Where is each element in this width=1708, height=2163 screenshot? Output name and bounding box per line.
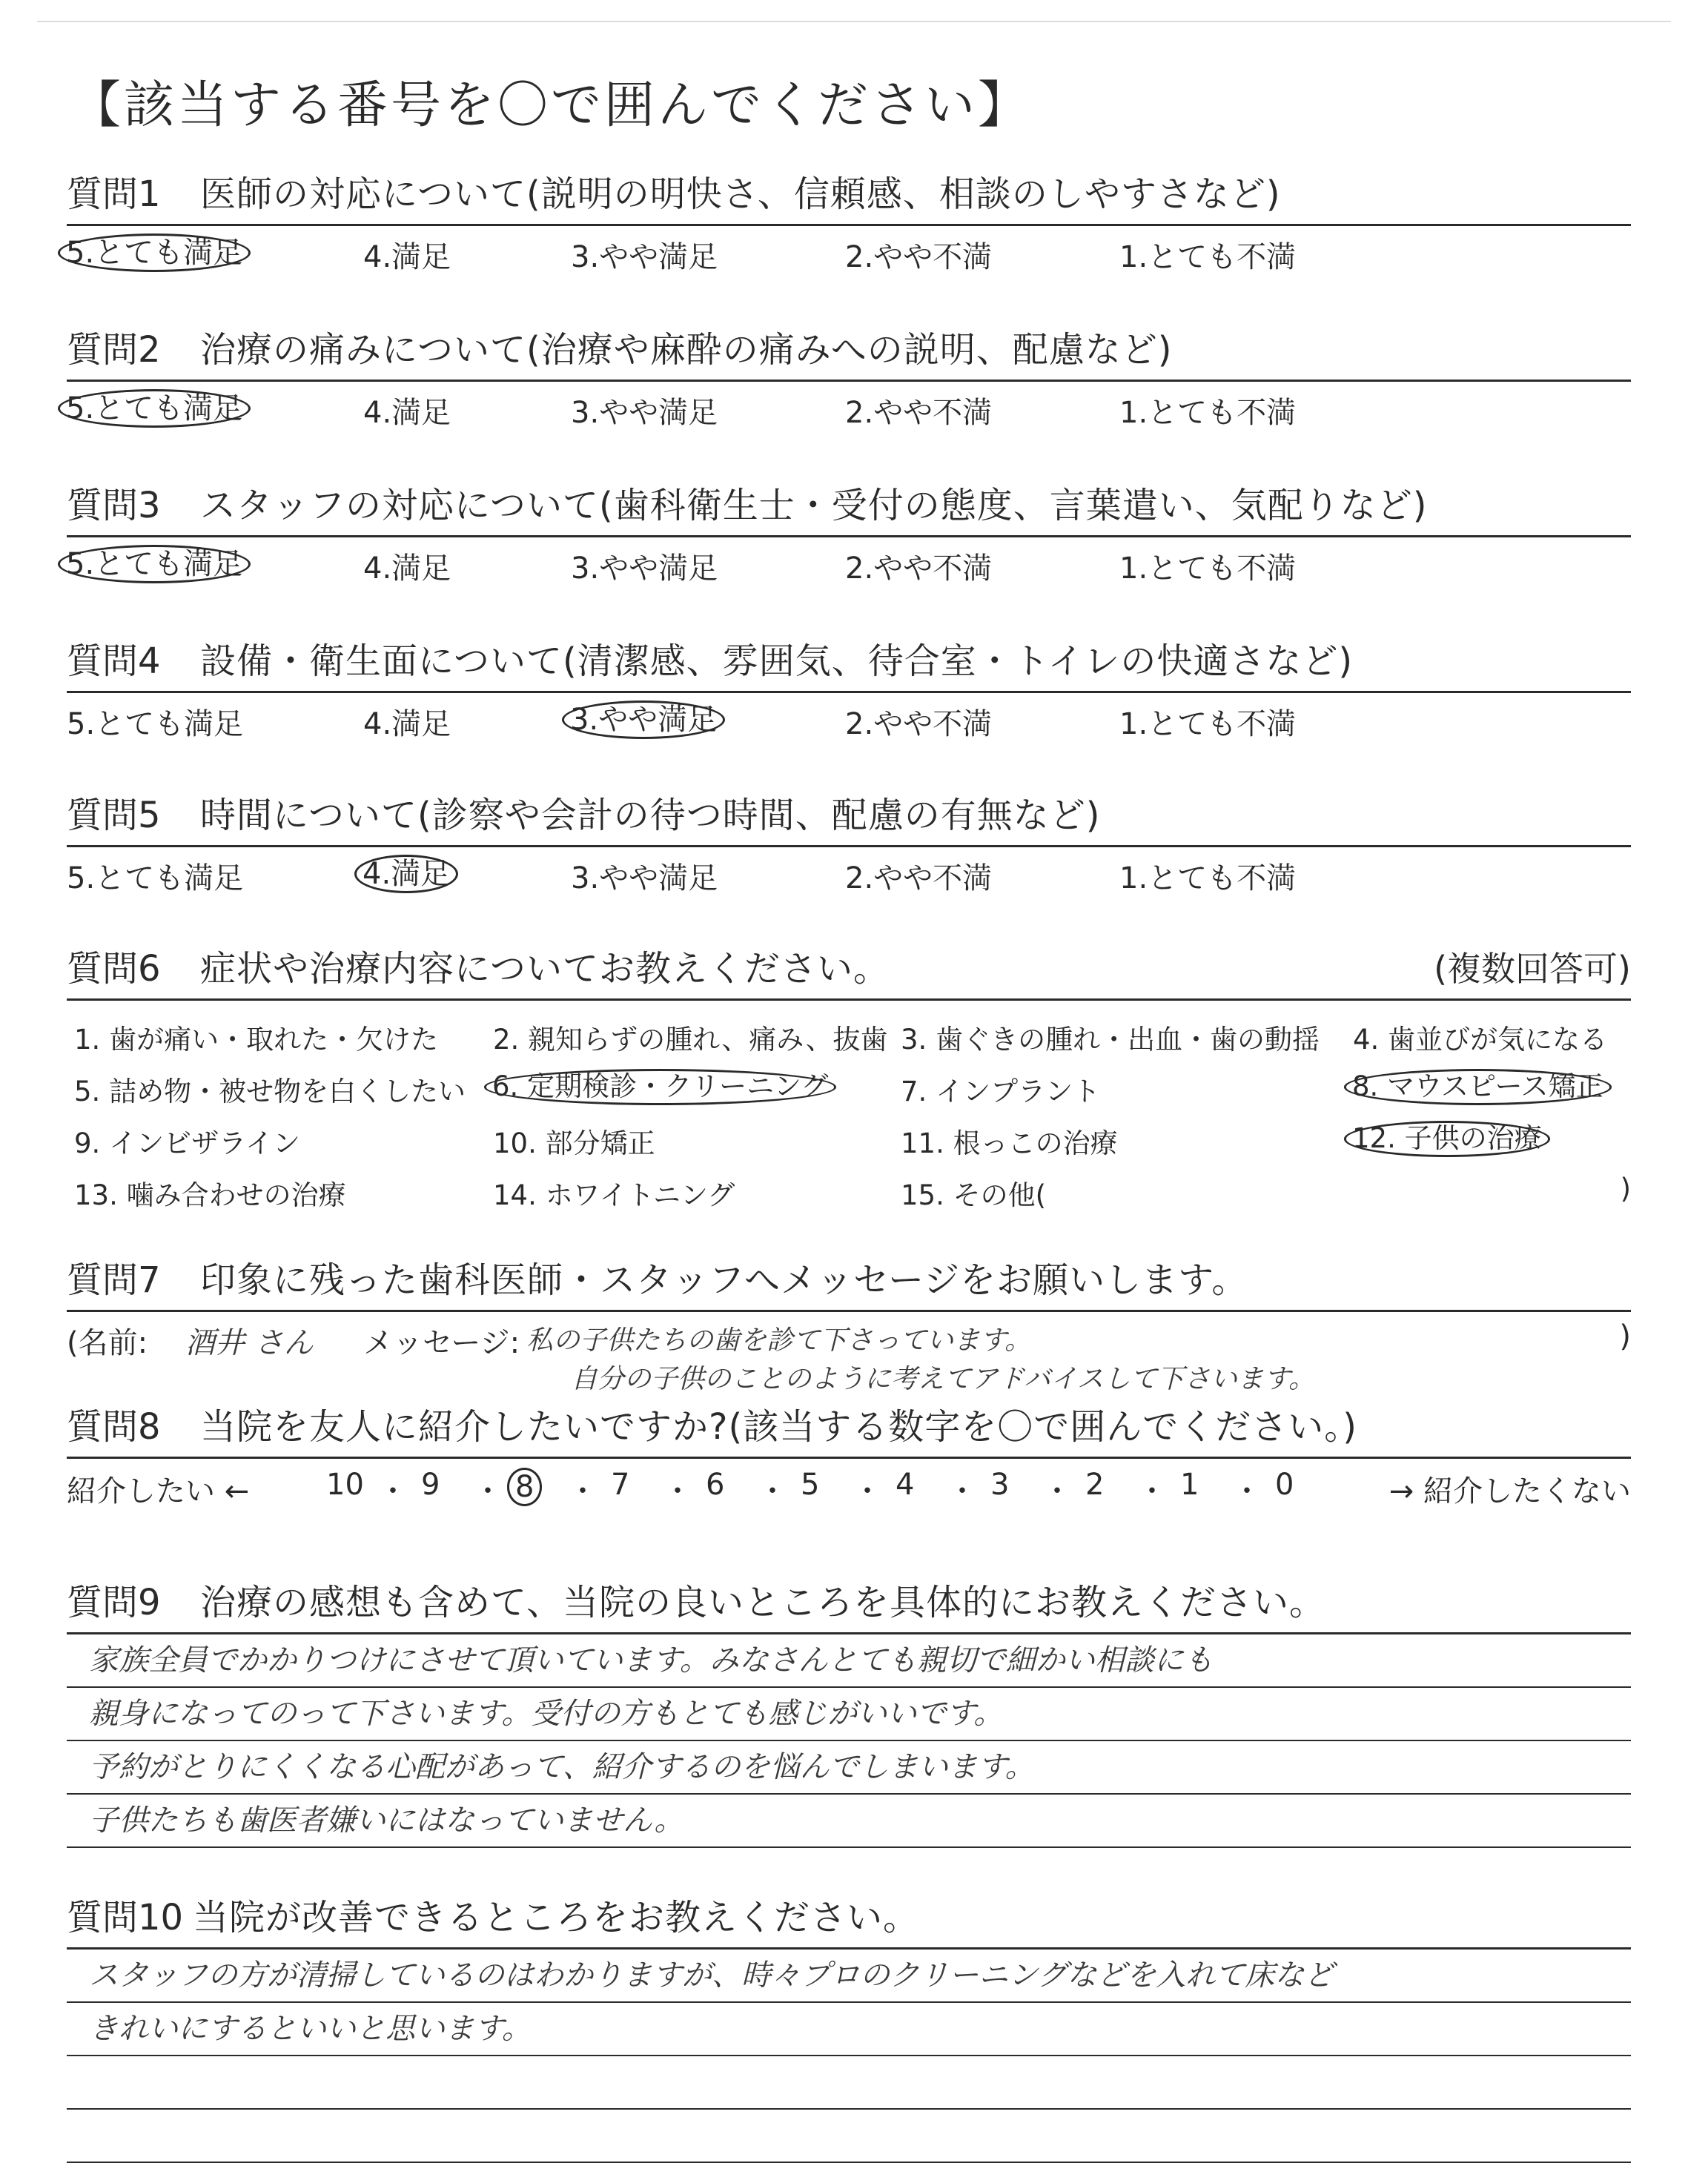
symptom-label: 14. ホワイトニング [493,1179,735,1211]
selected-scale-value[interactable]: 8 [507,1468,542,1506]
question-header [67,474,1631,537]
question-label: 質問7 [67,1259,161,1301]
rating-label: 3.やや満足 [571,240,718,274]
rating-option[interactable] [845,855,992,897]
scale-separator: ・ [568,1474,598,1508]
symptom-option[interactable] [493,1173,735,1213]
question-text: 当院を友人に紹介したいですか?(該当する数字を〇で囲んでください。) [200,1406,1357,1448]
message-line-2[interactable]: 自分の子供のことのように考えてアドバイスして下さいます。 [571,1364,1316,1394]
question-label: 質問3 [67,485,161,526]
scale-value[interactable]: 1 [1180,1468,1199,1502]
scale-value[interactable]: 10 [326,1468,364,1502]
name-value[interactable]: 酒井 さん [185,1326,314,1360]
rating-label: 1.とても不満 [1119,396,1297,430]
selected-rating: 5.とても満足 [58,233,251,272]
rating-label: 2.やや不満 [845,707,993,741]
rating-label: 4.満足 [363,240,451,274]
question-3 [66,474,1631,586]
question-label: 質問10 [67,1897,184,1938]
question-header [67,163,1631,226]
selected-rating: 3.やや満足 [562,700,725,739]
symptom-option[interactable] [1353,1121,1550,1157]
symptom-label: 11. 根っこの治療 [901,1127,1118,1159]
symptom-label: 5. 詰め物・被せ物を白くしたい [74,1076,466,1107]
symptom-label: 2. 親知らずの腫れ、痛み、抜歯 [493,1024,888,1056]
symptom-label: 10. 部分矯正 [493,1127,655,1159]
question-6 [67,938,1631,1216]
question-9 [67,1571,1631,1848]
rating-option[interactable] [571,389,718,431]
symptom-option[interactable] [1353,1069,1612,1105]
scale-separator: ・ [663,1474,692,1508]
question-10-header [67,1887,1631,1950]
selected-rating: 4.満足 [354,855,458,893]
scale-value[interactable]: 6 [706,1468,725,1502]
symptom-option[interactable] [74,1069,466,1109]
question-7-header [67,1249,1631,1312]
scale-separator: ・ [1137,1474,1167,1508]
rating-label: 2.やや不満 [845,396,993,430]
symptom-label: 4. 歯並びが気になる [1353,1024,1608,1056]
scale-right-label: → 紹介したくない [1388,1474,1631,1508]
rating-option[interactable] [845,700,992,743]
rating-option[interactable] [845,545,992,587]
symptom-option[interactable] [901,1121,1118,1161]
answer-line[interactable]: 家族全員でかかりつけにさせて頂いています。みなさんとても親切で細かい相談にも [67,1634,1631,1688]
symptom-options [67,1001,1631,1216]
scale-separator: ・ [1232,1474,1262,1508]
scale-value[interactable]: 7 [611,1468,630,1502]
rating-options [66,226,1631,274]
rating-option[interactable] [1119,233,1296,276]
question-label: 質問2 [67,329,161,371]
rating-option[interactable] [1119,855,1296,897]
rating-option[interactable] [571,545,718,587]
scale-separator: ・ [758,1474,787,1508]
referral-scale [67,1459,1631,1511]
symptom-label: 15. その他( [901,1179,1047,1211]
question-6-header [67,938,1631,1001]
question-label: 質問8 [67,1406,161,1448]
answer-line[interactable]: 予約がとりにくくなる心配があって、紹介するのを悩んでしまいます。 [67,1741,1631,1795]
question-label: 質問5 [67,795,161,836]
rating-label: 1.とても不満 [1119,240,1297,274]
answer-lines [67,1634,1631,1848]
scale-separator: ・ [1042,1474,1072,1508]
rating-option[interactable] [67,700,243,743]
scale-separator: ・ [947,1474,977,1508]
rating-options [66,537,1631,586]
rating-option[interactable] [571,700,725,739]
scale-separator: ・ [473,1474,503,1508]
symptom-label: 7. インプラント [901,1076,1101,1107]
rating-label: 1.とても不満 [1119,861,1297,895]
answer-line[interactable]: きれいにするといいと思います。 [67,2003,1631,2056]
rating-label: 2.やや不満 [845,861,993,895]
rating-option[interactable] [363,233,451,276]
rating-label: 4.満足 [363,396,451,430]
question-header [67,319,1631,382]
other-close-paren [1621,1173,1631,1205]
symptom-option[interactable] [493,1121,655,1161]
rating-option[interactable] [67,855,243,897]
question-text: 設備・衛生面について(清潔感、雰囲気、待合室・トイレの快適さなど) [200,640,1354,682]
scale-left-label: 紹介したい ← [67,1474,250,1508]
question-label: 質問9 [67,1582,161,1623]
symptom-option[interactable] [1353,1017,1607,1057]
scale-value[interactable]: 0 [1275,1468,1294,1502]
scale-value[interactable]: 4 [896,1468,915,1502]
rating-label: 4.満足 [363,551,451,586]
symptom-label: 3. 歯ぐきの腫れ・出血・歯の動揺 [901,1024,1320,1056]
rating-label: 3.やや満足 [571,861,718,895]
selected-rating: 5.とても満足 [58,545,251,583]
symptom-option[interactable] [74,1173,346,1213]
rating-options [66,382,1631,430]
top-border [37,21,1671,22]
rating-label: 3.やや満足 [571,551,718,586]
symptom-option[interactable] [74,1121,300,1161]
scale-value[interactable]: 3 [990,1468,1010,1502]
close-paren: ) [1619,1319,1631,1354]
symptom-label: ) [1620,1173,1631,1205]
scale-value[interactable]: 2 [1085,1468,1105,1502]
message-label: メッセージ: [363,1326,520,1360]
symptom-option[interactable] [901,1069,1100,1109]
question-2 [66,319,1631,430]
symptom-option[interactable] [901,1017,1320,1057]
rating-options [67,847,1631,895]
question-8 [67,1396,1631,1511]
question-8-header [67,1396,1631,1459]
rating-option[interactable] [571,233,718,276]
rating-label: 1.とても不満 [1119,551,1297,586]
name-label: (名前: [67,1326,148,1360]
answer-line[interactable] [67,2110,1631,2163]
question-label: 質問6 [67,948,161,990]
rating-option[interactable] [363,700,451,743]
scale-value[interactable]: 5 [801,1468,820,1502]
selected-symptom: 6. 定期検診・クリーニング [484,1069,836,1105]
rating-label: 4.満足 [363,707,451,741]
rating-options [67,693,1631,741]
symptom-option[interactable] [493,1017,888,1057]
multiple-answer-note: (複数回答可) [1434,949,1631,989]
question-text: 当院が改善できるところをお教えください。 [193,1897,920,1938]
selected-symptom: 12. 子供の治療 [1344,1121,1550,1157]
rating-option[interactable] [845,233,992,276]
question-5 [67,784,1631,895]
rating-label: 2.やや不満 [845,240,993,274]
selected-rating: 5.とても満足 [58,389,251,428]
question-9-header [67,1571,1631,1634]
scale-separator: ・ [378,1474,408,1508]
rating-option[interactable] [571,855,718,897]
selected-symptom: 8. マウスピース矯正 [1344,1069,1612,1105]
question-header [67,784,1631,847]
rating-label: 5.とても満足 [67,861,244,895]
question-text: 印象に残った歯科医師・スタッフへメッセージをお願いします。 [200,1259,1248,1301]
rating-option[interactable] [1119,700,1296,743]
symptom-label: 9. インビザライン [74,1127,300,1159]
answer-line[interactable]: 子供たちも歯医者嫌いにはなっていません。 [67,1795,1631,1848]
rating-option[interactable] [363,545,451,587]
question-label: 質問4 [67,640,161,682]
symptom-label: 1. 歯が痛い・取れた・欠けた [74,1024,439,1056]
symptom-option[interactable] [493,1069,836,1105]
rating-option[interactable] [67,545,251,583]
answer-line[interactable]: スタッフの方が清掃しているのはわかりますが、時々プロのクリーニングなどを入れて床など [67,1950,1631,2003]
question-header [67,630,1631,693]
rating-label: 5.とても満足 [67,707,244,741]
rating-label: 2.やや不満 [845,551,993,586]
rating-option[interactable] [363,389,451,431]
symptom-option[interactable] [74,1017,438,1057]
question-label: 質問1 [67,173,161,215]
rating-label: 1.とても不満 [1119,707,1297,741]
scale-value[interactable]: 9 [421,1468,440,1502]
rating-option[interactable] [1119,545,1296,587]
question-text: スタッフの対応について(歯科衛生士・受付の態度、言葉遣い、気配りなど) [200,485,1428,526]
message-line-1[interactable]: 私の子供たちの歯を診て下さっています。 [526,1325,1032,1356]
rating-option[interactable] [67,233,251,272]
symptom-option[interactable] [901,1173,1046,1213]
rating-option[interactable] [1119,389,1296,431]
question-text: 治療の感想も含めて、当院の良いところを具体的にお教えください。 [200,1582,1326,1623]
question-10 [67,1887,1631,2163]
answer-lines [67,1950,1631,2163]
question-text: 医師の対応について(説明の明快さ、信頼感、相談のしやすさなど) [200,173,1281,215]
rating-option[interactable] [845,389,992,431]
question-4 [67,630,1631,741]
answer-line[interactable] [67,2056,1631,2110]
question-7 [67,1249,1631,1394]
message-row [67,1312,1631,1394]
page-title: 【該当する番号を〇で囲んでください】 [70,76,1032,135]
question-1 [66,163,1631,274]
question-text: 治療の痛みについて(治療や麻酔の痛みへの説明、配慮など) [200,329,1173,371]
scale-separator: ・ [853,1474,882,1508]
symptom-label: 13. 噛み合わせの治療 [74,1179,346,1211]
answer-line[interactable]: 親身になってのって下さいます。受付の方もとても感じがいいです。 [67,1688,1631,1741]
rating-label: 3.やや満足 [571,396,718,430]
rating-option[interactable] [67,389,251,428]
question-text: 症状や治療内容についてお教えください。 [200,948,890,990]
rating-option[interactable] [363,855,458,893]
question-text: 時間について(診察や会計の待つ時間、配慮の有無など) [200,795,1101,836]
